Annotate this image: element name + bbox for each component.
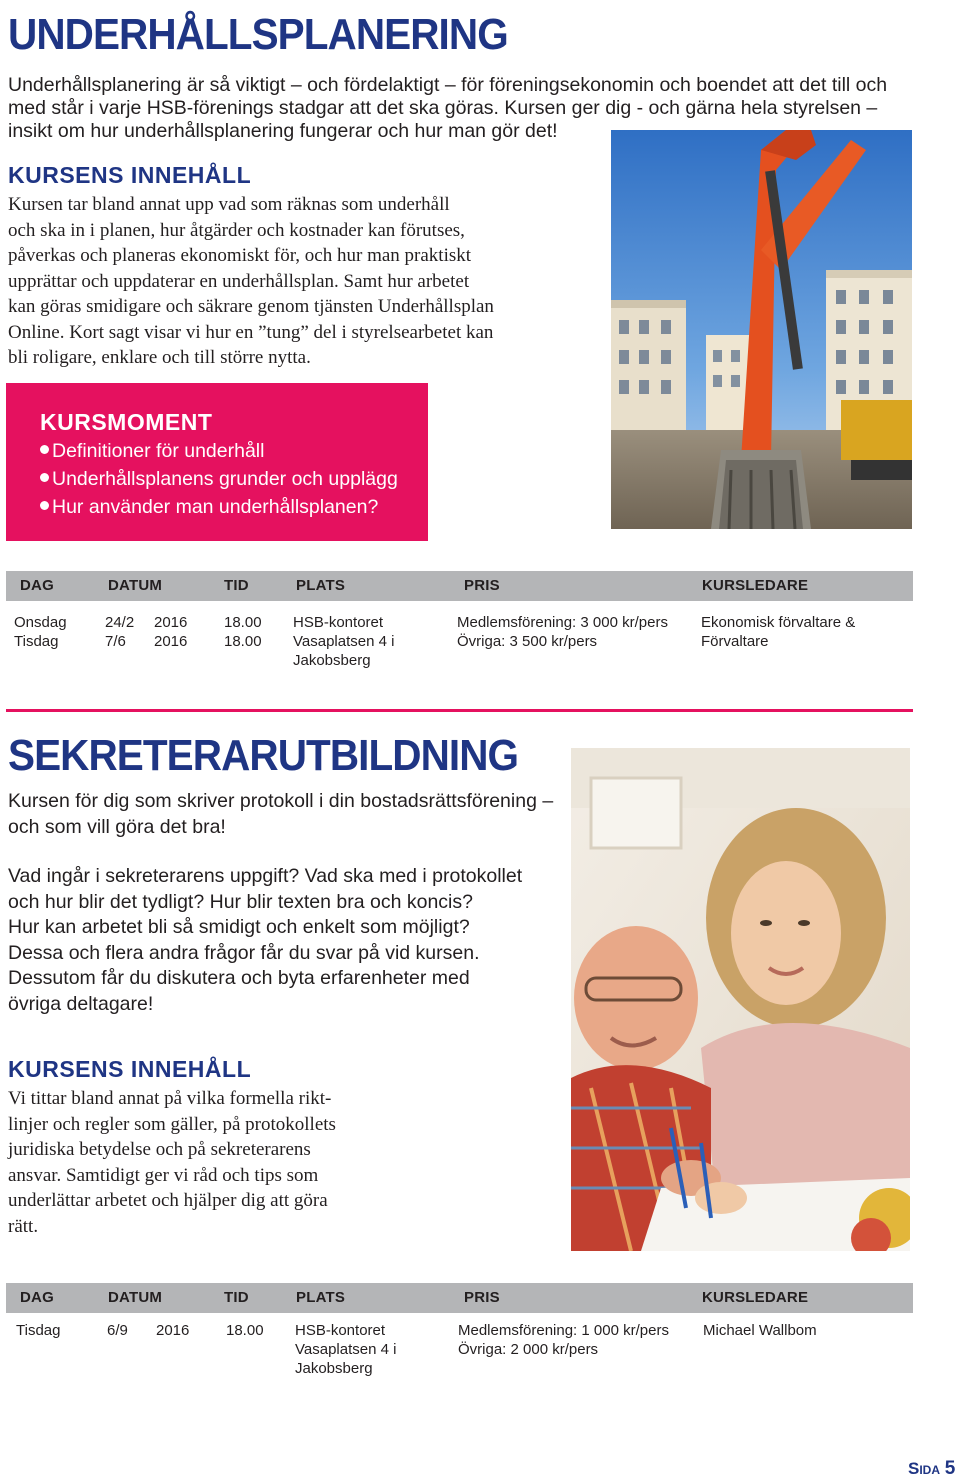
cell-datum: 24/2 bbox=[105, 614, 135, 631]
excavator-photo bbox=[611, 130, 912, 529]
contents-line: linjer och regler som gäller, på protokollets bbox=[8, 1113, 336, 1135]
bullet-icon bbox=[40, 501, 49, 510]
col-header-pris: PRIS bbox=[464, 1289, 500, 1306]
intro-line: Underhållsplanering är så viktigt – och fördelaktigt – för föreningsekonomin och boendet att det till och bbox=[8, 74, 888, 96]
question-line: Hur kan arbetet bli så smidigt och enkelt som möjligt? bbox=[8, 916, 470, 938]
question-line: övriga deltagare! bbox=[8, 992, 154, 1015]
question-line: Vad ingår i sekreterarens uppgift? Vad ska med i protokollet bbox=[8, 865, 523, 887]
table-header-1 bbox=[6, 571, 913, 601]
intro-text bbox=[8, 789, 568, 840]
cell-tid: 18.00 bbox=[226, 1322, 264, 1339]
contents-line: rätt. bbox=[8, 1215, 39, 1237]
kursmoment-list bbox=[40, 437, 398, 521]
questions-text bbox=[8, 864, 568, 1017]
kursens-innehall-heading: KURSENS INNEHÅLL bbox=[8, 162, 252, 188]
page-title-underhallsplanering: UNDERHÅLLSPLANERING bbox=[8, 10, 508, 59]
cell-kursledare: Förvaltare bbox=[701, 633, 769, 650]
page-label: Sida bbox=[908, 1459, 941, 1478]
kursmoment-heading: KURSMOMENT bbox=[40, 409, 213, 435]
people-photo bbox=[571, 748, 910, 1251]
page-number: 5 bbox=[944, 1458, 956, 1479]
question-line: Dessutom får du diskutera och byta erfarenheter med bbox=[8, 967, 470, 989]
cell-kursledare: Michael Wallbom bbox=[703, 1322, 817, 1339]
col-header-tid: TID bbox=[224, 577, 249, 594]
contents-line: och ska in i planen, hur åtgärder och kostnader kan förutses, bbox=[8, 219, 465, 241]
col-header-dag: DAG bbox=[20, 1289, 54, 1306]
contents-line: kan göras smidigare och säkrare genom tjänsten Underhållsplan bbox=[8, 296, 494, 317]
cell-plats: Vasaplatsen 4 i bbox=[293, 633, 395, 650]
cell-plats: HSB-kontoret bbox=[293, 614, 384, 631]
bullet-icon bbox=[40, 445, 49, 454]
contents-line: ansvar. Samtidigt ger vi råd och tips som bbox=[8, 1164, 319, 1186]
question-line: och hur blir det tydligt? Hur blir texten bra och koncis? bbox=[8, 890, 473, 913]
intro-line: och som vill göra det bra! bbox=[8, 815, 226, 838]
cell-year: 2016 bbox=[154, 633, 188, 650]
cell-datum: 6/9 bbox=[107, 1322, 128, 1339]
contents-line: Online. Kort sagt visar vi hur en ”tung” del i styrelsearbetet kan bbox=[8, 321, 494, 343]
cell-year: 2016 bbox=[154, 614, 188, 631]
cell-dag: Onsdag bbox=[14, 614, 67, 631]
col-header-pris: PRIS bbox=[464, 577, 500, 594]
col-header-plats: PLATS bbox=[296, 1289, 346, 1306]
cell-pris: Övriga: 2 000 kr/pers bbox=[458, 1341, 599, 1358]
kursmoment-box bbox=[6, 383, 428, 541]
intro-line: Kursen för dig som skriver protokoll i din bostadsrättsförening – bbox=[8, 790, 554, 812]
cell-datum: 7/6 bbox=[105, 633, 126, 650]
cell-dag: Tisdag bbox=[16, 1322, 61, 1339]
cell-plats: HSB-kontoret bbox=[295, 1322, 386, 1339]
cell-plats: Vasaplatsen 4 i bbox=[295, 1341, 397, 1358]
contents-line: påverkas och planeras ekonomiskt för, och hur man praktiskt bbox=[8, 245, 472, 266]
list-item bbox=[40, 437, 398, 465]
list-item-text: Definitioner för underhåll bbox=[52, 440, 265, 462]
list-item bbox=[40, 493, 398, 521]
list-item-text: Underhållsplanens grunder och upplägg bbox=[52, 468, 398, 490]
contents-line: juridiska betydelse och på sekreterarens bbox=[8, 1139, 311, 1160]
section-divider bbox=[6, 709, 913, 712]
cell-year: 2016 bbox=[156, 1322, 190, 1339]
col-header-plats: PLATS bbox=[296, 577, 346, 594]
contents-line: bli roligare, enklare och till större nytta. bbox=[8, 347, 311, 368]
col-header-dag: DAG bbox=[20, 577, 54, 594]
question-line: Dessa och flera andra frågor får du svar på vid kursen. bbox=[8, 941, 480, 964]
contents-line: upprättar och uppdaterar en underhållsplan. Samt hur arbetet bbox=[8, 270, 470, 292]
col-header-tid: TID bbox=[224, 1289, 249, 1306]
page-number-footer bbox=[908, 1458, 955, 1480]
kursens-innehall-heading: KURSENS INNEHÅLL bbox=[8, 1056, 252, 1082]
list-item-text: Hur använder man underhållsplanen? bbox=[52, 496, 379, 518]
col-header-datum: DATUM bbox=[108, 1289, 163, 1306]
contents-body bbox=[8, 1086, 428, 1239]
bullet-icon bbox=[40, 473, 49, 482]
cell-plats: Jakobsberg bbox=[295, 1360, 373, 1377]
cell-kursledare: Ekonomisk förvaltare & bbox=[701, 614, 856, 631]
cell-tid: 18.00 bbox=[224, 614, 262, 631]
cell-plats: Jakobsberg bbox=[293, 652, 371, 669]
contents-body bbox=[8, 192, 608, 371]
contents-line: Vi tittar bland annat på vilka formella rikt- bbox=[8, 1088, 332, 1109]
cell-pris: Medlemsförening: 3 000 kr/pers bbox=[457, 614, 668, 631]
cell-tid: 18.00 bbox=[224, 633, 262, 650]
cell-dag: Tisdag bbox=[14, 633, 59, 650]
col-header-kursledare: KURSLEDARE bbox=[702, 1289, 809, 1306]
contents-line: underlättar arbetet och hjälper dig att göra bbox=[8, 1190, 328, 1211]
col-header-kursledare: KURSLEDARE bbox=[702, 577, 809, 594]
table-header-2 bbox=[6, 1283, 913, 1313]
page-title-sekreterarutbildning: SEKRETERARUTBILDNING bbox=[8, 731, 519, 780]
list-item bbox=[40, 465, 398, 493]
cell-pris: Övriga: 3 500 kr/pers bbox=[457, 633, 598, 650]
col-header-datum: DATUM bbox=[108, 577, 163, 594]
cell-pris: Medlemsförening: 1 000 kr/pers bbox=[458, 1322, 669, 1339]
contents-line: Kursen tar bland annat upp vad som räknas som underhåll bbox=[8, 194, 450, 215]
intro-line: med står i varje HSB-förenings stadgar att det ska göras. Kursen ger dig - och gärna hela styrelsen – bbox=[8, 97, 878, 119]
intro-line: insikt om hur underhållsplanering fungerar och hur man gör det! bbox=[8, 120, 558, 142]
